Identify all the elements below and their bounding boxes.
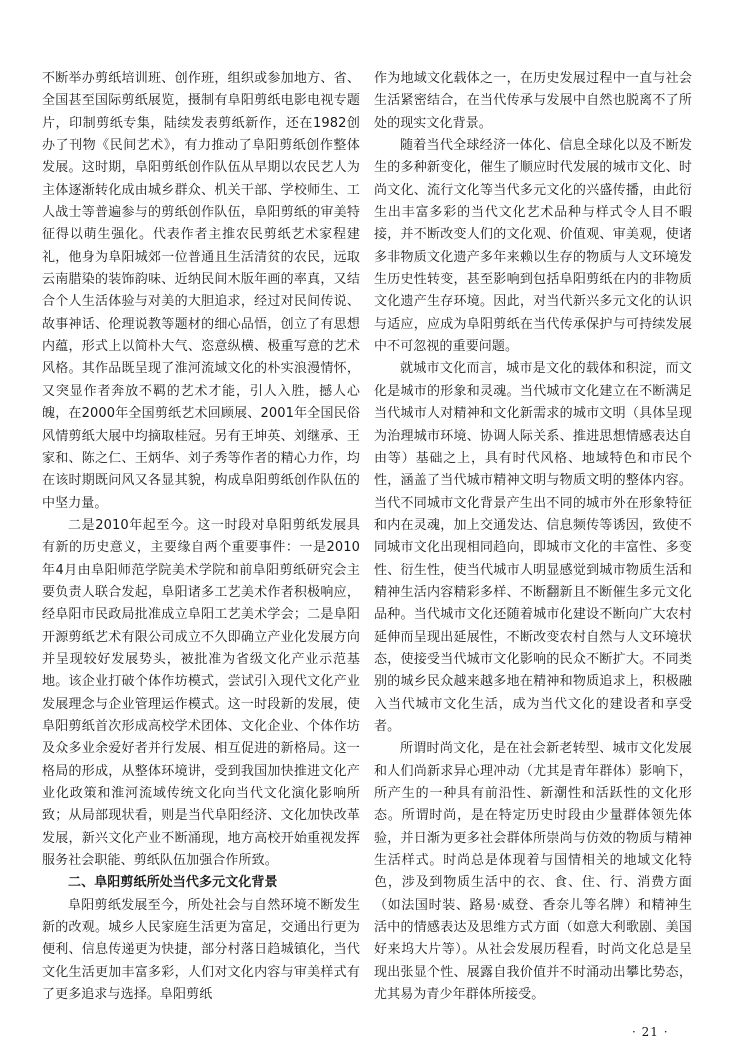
- paragraph-fashion-culture: 所谓时尚文化，是在社会新老转型、城市文化发展和人们尚新求异心理冲动（尤其是青年群体）影响下，所产生的一种具有前沿性、新潮性和活跃性的文化形态。所谓时尚，是在特定历史时段由少量群体领先体验，并日渐为更多社会群体所崇尚与仿效的物质与精神生活样式。时尚总是体现着与国情相关的地域文化特色，涉及到物质生活中的衣、食、住、行、消费方面（如法国时装、路易·威登、香奈儿等名牌）和精神生活中的情感表达及思维方式方面（如意大利歌剧、美国好来坞大片等）。从社会发展历程看，时尚文化总是呈现出张显个性、展露自我价值并不时涌动出攀比势态，尤其易为青少年群体所接受。: [374, 741, 692, 1003]
- page-number: · 21 ·: [632, 1025, 669, 1039]
- section-heading: 二、阜阳剪纸所处当代多元文化背景: [68, 875, 278, 891]
- left-column: [42, 68, 360, 1006]
- paragraph-background-intro: 阜阳剪纸发展至今，所处社会与自然环境不断发生新的改观。城乡人民家庭生活更为富足，交通出行更为便利、信息传递更为快捷，部分村落日趋城镇化，当代文化生活更加丰富多彩，人们对文化内容与审美样式有了更多追求与选择。阜阳剪纸: [42, 897, 360, 1003]
- paragraph-continued: 不断举办剪纸培训班、创作班，组织或参加地方、省、全国甚至国际剪纸展览，摄制有阜阳剪纸电影电视专题片，印制剪纸专集，陆续发表剪纸新作，还在1982创办了刊物《民间艺术》，有力推动了阜阳剪纸创作整体发展。这时期，阜阳剪纸创作队伍从早期以农民艺人为主体逐渐转化成由城乡群众、机关干部、学校师生、工人战士等普遍参与的剪纸创作队伍，阜阳剪纸的审美特征得以萌生强化。代表作者主推农民剪纸艺术家程建礼，他身为阜阳城郊一位普通且生活清贫的农民，远取云南腊染的装饰韵味、近纳民间木版年画的率真，又结合个人生活体验与对美的大胆追求，经过对民间传说、故事神话、伦理说教等题材的细心品悟，创立了有思想内蕴，形式上以简朴大气、恣意纵横、极重写意的艺术风格。其作品既呈现了淮河流域文化的朴实浪漫情怀，又突显作者奔放不羁的艺术才能，引人入胜，撼人心魄，在2000年全国剪纸艺术回顾展、2001年全国民俗风情剪纸大展中均摘取桂冠。另有王坤英、刘继承、王家和、陈之仁、王炳华、刘子秀等作者的精心力作，均在该时期既问风又各显其貌，构成阜阳剪纸创作队伍的中坚力量。: [42, 71, 360, 511]
- paragraph-continued-right: 作为地域文化载体之一，在历史发展过程中一直与社会生活紧密结合，在当代传承与发展中自然也脱离不了所处的现实文化背景。: [374, 71, 692, 131]
- right-column: [374, 68, 692, 1006]
- paragraph-second-period: 二是2010年起至今。这一时段对阜阳剪纸发展具有新的历史意义，主要缘自两个重要事件：一是2010年4月由阜阳师范学院美术学院和前阜阳剪纸研究会主要负责人联合发起，阜阳诸多工艺美术作者积极响应，经阜阳市民政局批准成立阜阳工艺美术学会；二是阜阳开源剪纸艺术有限公司成立不久即确立产业化发展方向并呈现较好发展势头，被批准为省级文化产业示范基地。该企业打破个体作坊模式，尝试引入现代文化产业发展理念与企业管理运作模式。这一时段新的发展，使阜阳剪纸首次形成高校学术团体、文化企业、个体作坊及众多业余爱好者并行发展、相互促进的新格局。这一格局的形成，从整体环境讲，受到我国加快推进文化产业化政策和淮河流域传统文化向当代文化演化影响所致；从局部现状看，则是当代阜阳经济、文化加快改革发展，新兴文化产业不断涌现，地方高校开始重视发挥服务社会职能、剪纸队伍加强合作所致。: [42, 517, 360, 869]
- paragraph-urban-culture: 就城市文化而言，城市是文化的载体和积淀，而文化是城市的形象和灵魂。当代城市文化建立在不断满足当代城市人对精神和文化新需求的城市文明（具体呈现为治理城市环境、协调人际关系、推进思想情感表达自由等）基础之上，具有时代风格、地域特色和市民个性，涵盖了当代城市精神文明与物质文明的整体内容。当代不同城市文化背景产生出不同的城市外在形象特征和内在灵魂，加上交通发达、信息频传等诱因，致使不同城市文化出现相同趋向，即城市文化的丰富性、多变性、衍生性，使当代城市人明显感觉到城市物质生活和精神生活内容精彩多样、不断翻新且不断催生多元文化品种。当代城市文化还随着城市化建设不断向广大农村延伸而呈现出延展性，不断改变农村自然与人文环境状态，使接受当代城市文化影响的民众不断扩大。不同类别的城乡民众越来越多地在精神和物质追求上，积极融入当代城市文化生活，成为当代文化的建设者和享受者。: [374, 361, 692, 734]
- paragraph-globalization: 随着当代全球经济一体化、信息全球化以及不断发生的多种新变化，催生了顺应时代发展的城市文化、时尚文化、流行文化等当代多元文化的兴盛传播，由此衍生出丰富多彩的当代文化艺术品种与样式令人目不暇接，并不断改变人们的文化观、价值观、审美观，使诸多非物质文化遗产多年来赖以生存的物质与人文环境发生历史性转变，甚至影响到包括阜阳剪纸在内的非物质文化遗产生存环境。因此，对当代新兴多元文化的认识与适应，应成为阜阳剪纸在当代传承保护与可持续发展中不可忽视的重要问题。: [374, 138, 692, 355]
